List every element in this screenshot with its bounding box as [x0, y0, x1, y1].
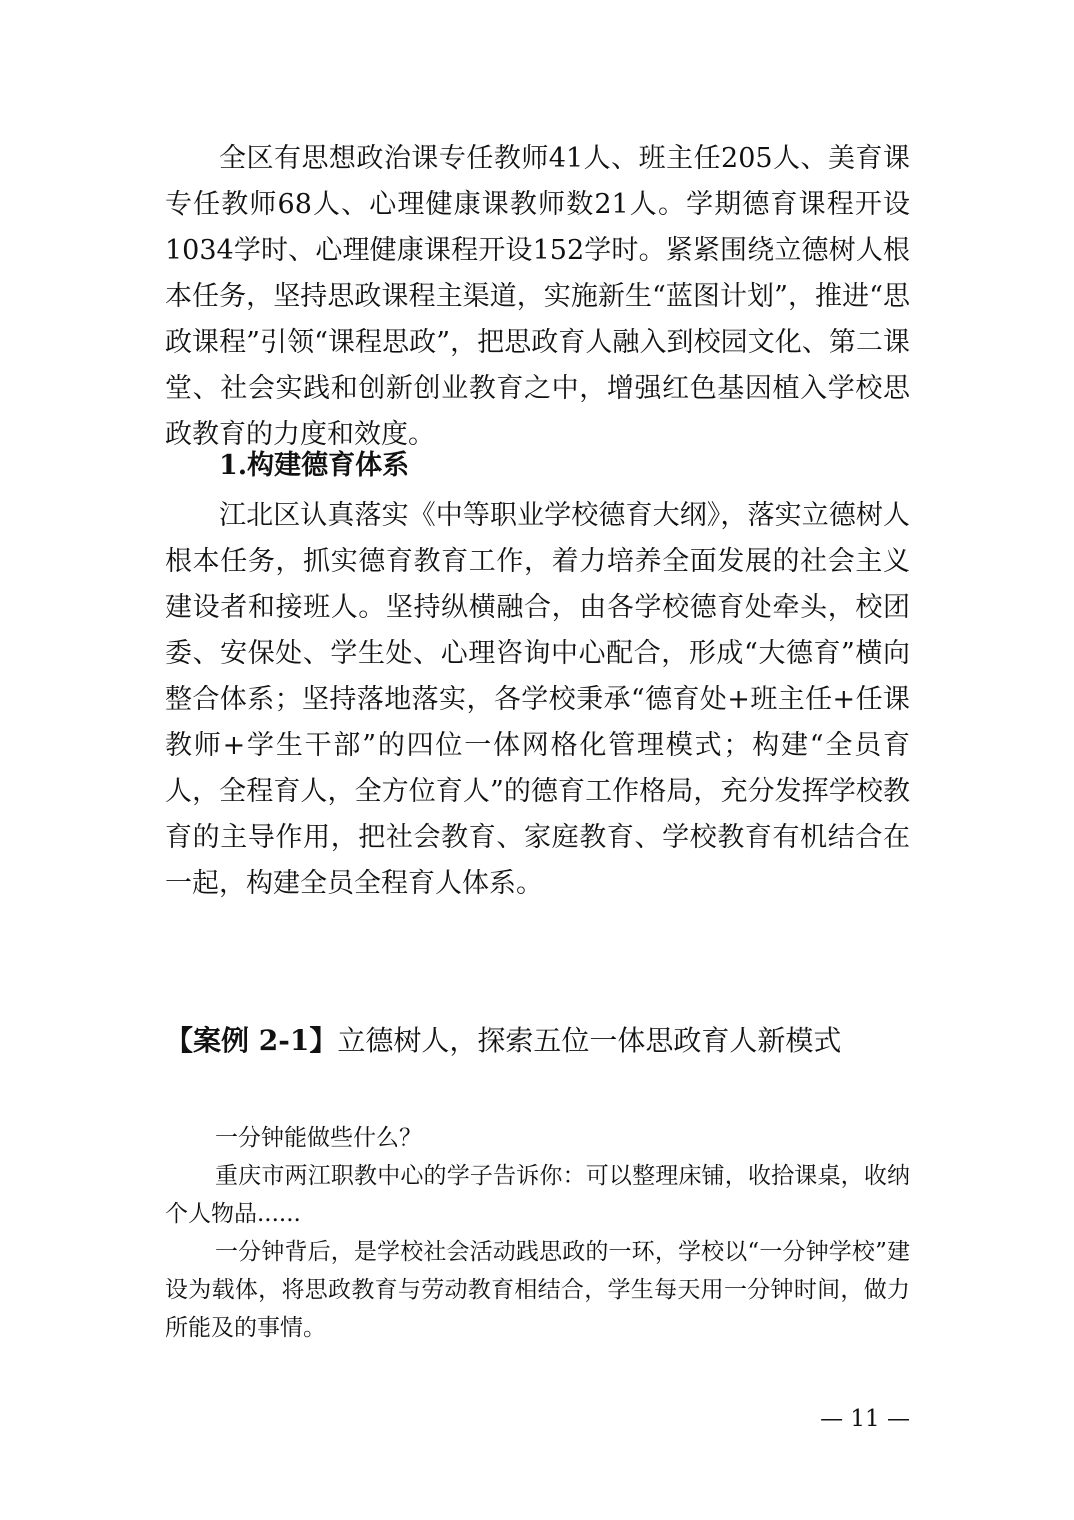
paragraph-teacher-statistics: 全区有思想政治课专任教师41人、班主任205人、美育课专任教师68人、心理健康课教师数21人。学期德育课程开设1034学时、心理健康课程开设152学时。紧紧围绕立德树人根本任务，坚持思政课程主渠道，实施新生“蓝图计划”，推进“思政课程”引领“课程思政”，把思政育人融入到校园文化、第二课堂、社会实践和创新创业教育之中，增强红色基因植入学校思政教育的力度和效度。 — [165, 143, 910, 450]
case-paragraph-one-minute-school: 一分钟背后，是学校社会活动践思政的一环，学校以“一分钟学校”建设为载体，将思政教育与劳动教育相结合，学生每天用一分钟时间，做力所能及的事情。 — [165, 1239, 910, 1341]
case-title — [165, 1018, 841, 1064]
case-paragraph-question: 一分钟能做些什么？ — [215, 1125, 422, 1151]
case-paragraph-answer: 重庆市两江职教中心的学子告诉你：可以整理床铺，收拾课桌，收纳个人物品...... — [165, 1163, 910, 1227]
paragraph-moral-education-system: 江北区认真落实《中等职业学校德育大纲》，落实立德树人根本任务，抓实德育教育工作，着力培养全面发展的社会主义建设者和接班人。坚持纵横融合，由各学校德育处牵头，校团委、安保处、学生处、心理咨询中心配合，形成“大德育”横向整合体系；坚持落地落实，各学校秉承“德育处+班主任+任课教师+学生干部”的四位一体网格化管理模式；构建“全员育人，全程育人，全方位育人”的德育工作格局，充分发挥学校教育的主导作用，把社会教育、家庭教育、学校教育有机结合在一起，构建全员全程育人体系。 — [165, 500, 910, 899]
page-number: — 11 — — [820, 1406, 910, 1432]
case-label: 【案例 2-1】 — [165, 1024, 338, 1057]
section-heading-moral-education-system: 1.构建德育体系 — [219, 450, 410, 481]
case-title-text: 立德树人，探索五位一体思政育人新模式 — [337, 1024, 842, 1057]
